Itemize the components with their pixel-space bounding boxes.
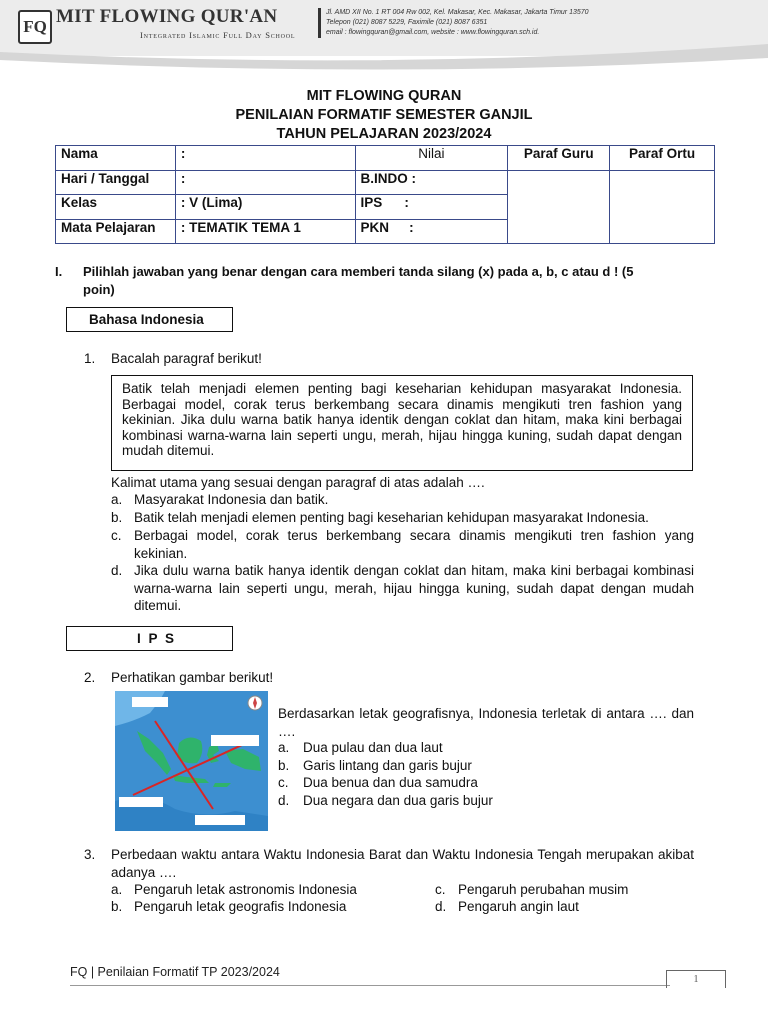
q2-prompt: Perhatikan gambar berikut! xyxy=(111,670,274,685)
q1-prompt: Bacalah paragraf berikut! xyxy=(111,351,262,366)
q2-number: 2. xyxy=(84,670,96,685)
nama-field[interactable]: : xyxy=(175,146,355,171)
q3-option-a[interactable]: Pengaruh letak astronomis Indonesia xyxy=(134,882,357,897)
section-label: Bahasa Indonesia xyxy=(89,312,204,327)
q1-option-d-letter[interactable]: d. xyxy=(111,563,123,578)
q2-option-b-letter[interactable]: b. xyxy=(278,758,290,773)
q1-option-a-letter[interactable]: a. xyxy=(111,492,123,507)
nilai-header: Nilai xyxy=(355,146,508,171)
q1-option-b[interactable]: Batik telah menjadi elemen penting bagi keseharian kehidupan masyarakat Indonesia. xyxy=(134,510,649,525)
q1-option-a[interactable]: Masyarakat Indonesia dan batik. xyxy=(134,492,329,507)
school-name: MIT FLOWING QUR'AN xyxy=(56,6,278,27)
address-line: Jl. AMD XII No. 1 RT 004 Rw 002, Kel. Makasar, Kec. Makasar, Jakarta Timur 13570 xyxy=(326,9,589,16)
mapel-field: : TEMATIK TEMA 1 xyxy=(175,219,355,244)
phone-line: Telepon (021) 8087 5229, Faximile (021) 8087 6351 xyxy=(326,19,488,26)
q3-number: 3. xyxy=(84,847,96,862)
q1-number: 1. xyxy=(84,351,96,366)
doc-title-2: PENILAIAN FORMATIF SEMESTER GANJIL xyxy=(235,107,533,123)
pkn-label: PKN xyxy=(360,219,390,235)
q3-question: Perbedaan waktu antara Waktu Indonesia Barat dan Waktu Indonesia Tengah merupakan akibat adanya …. xyxy=(111,847,694,880)
q3-option-d[interactable]: Pengaruh angin laut xyxy=(458,899,579,914)
q1-option-d[interactable]: Jika dulu warna batik hanya identik dengan coklat dan hitam, maka kini berbagai kombinasi warna-warna lain seperti ungu, merah, hijau hingga kuning, sudah dapat dengan mudah ditemui. xyxy=(134,563,694,613)
doc-title-1: MIT FLOWING QURAN xyxy=(306,88,462,104)
mapel-label: Mata Pelajaran xyxy=(56,219,176,244)
doc-title-3: TAHUN PELAJARAN 2023/2024 xyxy=(276,126,492,142)
footer-text: FQ | Penilaian Formatif TP 2023/2024 xyxy=(70,965,280,979)
instruction-line-2: poin) xyxy=(83,282,115,297)
header-divider xyxy=(318,8,321,38)
q3-option-a-letter[interactable]: a. xyxy=(111,882,123,897)
indonesia-map-image xyxy=(115,691,268,831)
pkn-score[interactable] xyxy=(355,219,508,244)
q2-option-c[interactable]: Dua benua dan dua samudra xyxy=(303,775,478,790)
q1-question: Kalimat utama yang sesuai dengan paragraf di atas adalah …. xyxy=(111,475,485,490)
section-ips xyxy=(66,626,233,651)
logo-text: FQ xyxy=(23,17,47,36)
paraf-ortu-box[interactable] xyxy=(610,170,715,244)
q3-option-c-letter[interactable]: c. xyxy=(435,882,446,897)
kelas-field: : V (Lima) xyxy=(175,195,355,220)
page-number: 1 xyxy=(666,970,726,988)
nama-label: Nama xyxy=(56,146,176,171)
hari-label: Hari / Tanggal xyxy=(56,170,176,195)
bindo-score[interactable]: B.INDO : xyxy=(355,170,508,195)
q3-option-b-letter[interactable]: b. xyxy=(111,899,123,914)
q2-option-d[interactable]: Dua negara dan dua garis bujur xyxy=(303,793,493,808)
ips-label: IPS xyxy=(360,195,383,210)
q1-option-c-letter[interactable]: c. xyxy=(111,528,122,543)
q3-option-b[interactable]: Pengaruh letak geografis Indonesia xyxy=(134,899,347,914)
q1-option-b-letter[interactable]: b. xyxy=(111,510,123,525)
q1-option-c[interactable]: Berbagai model, corak terus berkembang secara dinamis mengikuti tren fashion yang kekinian. xyxy=(134,528,694,561)
paraf-ortu-header: Paraf Ortu xyxy=(610,146,715,171)
section-label: I P S xyxy=(137,631,177,646)
q2-option-a[interactable]: Dua pulau dan dua laut xyxy=(303,740,443,755)
ips-colon: : xyxy=(404,195,409,210)
ips-score[interactable] xyxy=(355,195,508,220)
hari-field[interactable]: : xyxy=(175,170,355,195)
q2-option-b[interactable]: Garis lintang dan garis bujur xyxy=(303,758,472,773)
q3-option-d-letter[interactable]: d. xyxy=(435,899,447,914)
school-logo xyxy=(18,10,52,44)
pkn-colon: : xyxy=(409,219,414,235)
kelas-label: Kelas xyxy=(56,195,176,220)
instruction-number: I. xyxy=(55,264,63,279)
footer-divider xyxy=(70,985,670,986)
q2-question: Berdasarkan letak geografisnya, Indonesia terletak di antara …. dan …. xyxy=(278,706,694,739)
q1-passage: Batik telah menjadi elemen penting bagi keseharian kehidupan masyarakat Indonesia. Berbagai model, corak terus berkembang secara dinamis mengikuti tren fashion yang kekinian. Jika dulu warna batik hanya identik dengan coklat dan hitam, maka kini berbagai kombinasi warna-warna lain seperti ungu, merah, hijau hingga kuning, sudah dapat dengan mudah ditemui. xyxy=(111,375,693,471)
q3-option-c[interactable]: Pengaruh perubahan musim xyxy=(458,882,629,897)
section-bahasa-indonesia xyxy=(66,307,233,332)
q2-option-c-letter[interactable]: c. xyxy=(278,775,289,790)
paraf-guru-header: Paraf Guru xyxy=(508,146,610,171)
school-subtitle: Integrated Islamic Full Day School xyxy=(140,30,296,40)
indonesia-map xyxy=(115,691,268,831)
identity-table xyxy=(55,145,715,244)
email-line: email : flowingquran@gmail.com, website : www.flowingquran.sch.id. xyxy=(326,29,540,36)
q2-option-a-letter[interactable]: a. xyxy=(278,740,290,755)
instruction-line-1: Pilihlah jawaban yang benar dengan cara memberi tanda silang (x) pada a, b, c atau d ! (5 xyxy=(83,264,634,279)
paraf-guru-box[interactable] xyxy=(508,170,610,244)
q2-option-d-letter[interactable]: d. xyxy=(278,793,290,808)
